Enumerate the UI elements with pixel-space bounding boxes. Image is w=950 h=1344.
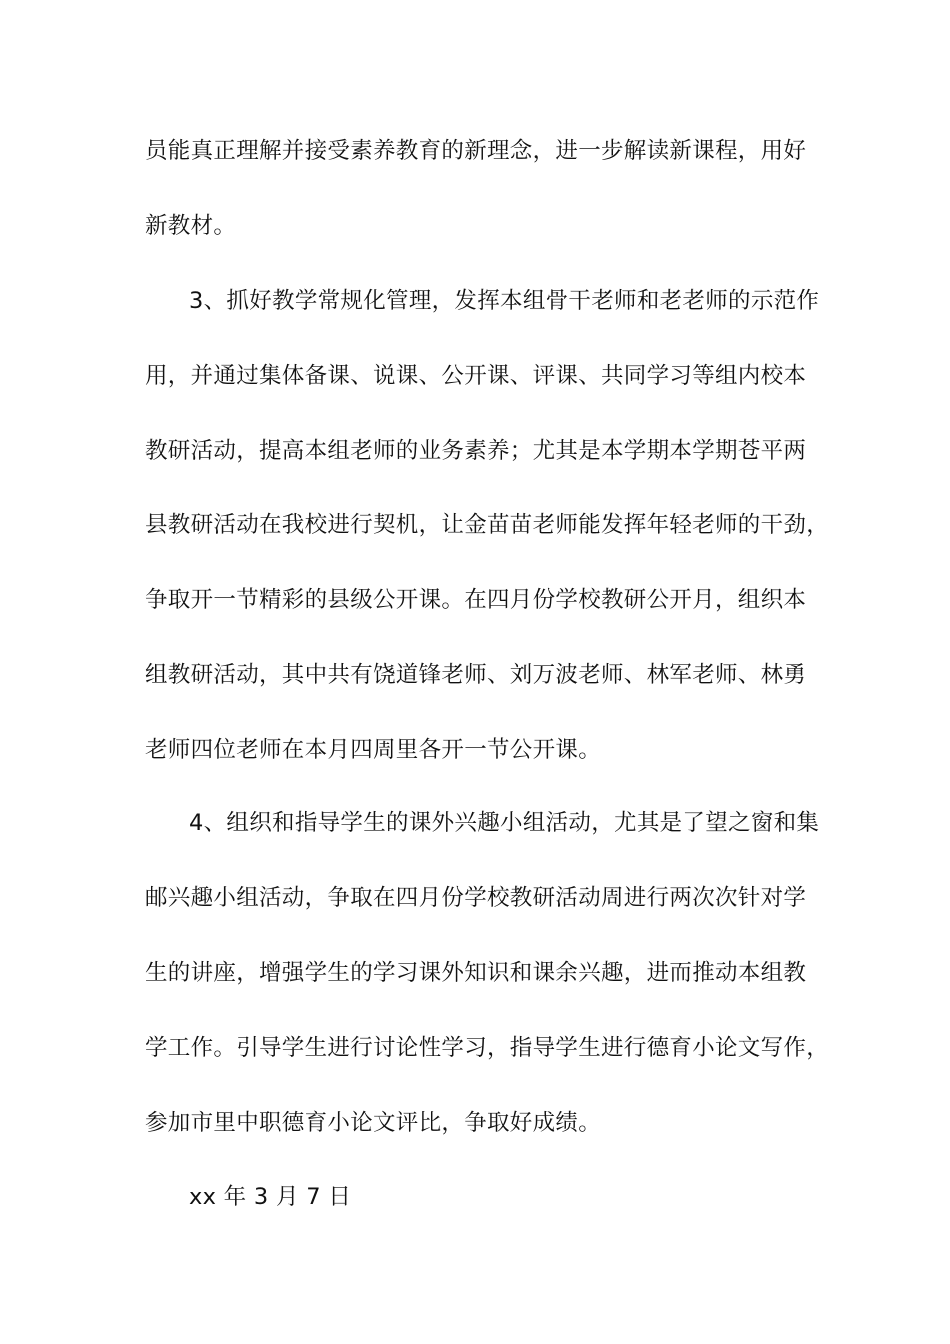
paragraph-line: 员能真正理解并接受素养教育的新理念，进一步解读新课程，用好 bbox=[145, 138, 807, 164]
document-date: xx 年 3 月 7 日 bbox=[189, 1184, 352, 1210]
paragraph-line: 新教材。 bbox=[145, 213, 237, 239]
paragraph-line: 争取开一节精彩的县级公开课。在四月份学校教研公开月，组织本 bbox=[145, 587, 807, 613]
paragraph-line: 教研活动，提高本组老师的业务素养；尤其是本学期本学期苍平两 bbox=[145, 438, 807, 464]
paragraph-line: 用，并通过集体备课、说课、公开课、评课、共同学习等组内校本 bbox=[145, 363, 807, 389]
paragraph-line: 3、抓好教学常规化管理，发挥本组骨干老师和老老师的示范作 bbox=[189, 288, 820, 314]
paragraph-line: 县教研活动在我校进行契机，让金苗苗老师能发挥年轻老师的干劲， bbox=[145, 512, 830, 538]
paragraph-line: 邮兴趣小组活动，争取在四月份学校教研活动周进行两次次针对学 bbox=[145, 885, 807, 911]
paragraph-line: 学工作。引导学生进行讨论性学习，指导学生进行德育小论文写作， bbox=[145, 1035, 830, 1061]
paragraph-line: 生的讲座，增强学生的学习课外知识和课余兴趣，进而推动本组教 bbox=[145, 960, 807, 986]
paragraph-line: 老师四位老师在本月四周里各开一节公开课。 bbox=[145, 737, 602, 763]
paragraph-line: 4、组织和指导学生的课外兴趣小组活动，尤其是了望之窗和集 bbox=[189, 810, 820, 836]
paragraph-line: 参加市里中职德育小论文评比，争取好成绩。 bbox=[145, 1110, 602, 1136]
paragraph-line: 组教研活动，其中共有饶道锋老师、刘万波老师、林军老师、林勇 bbox=[145, 662, 807, 688]
